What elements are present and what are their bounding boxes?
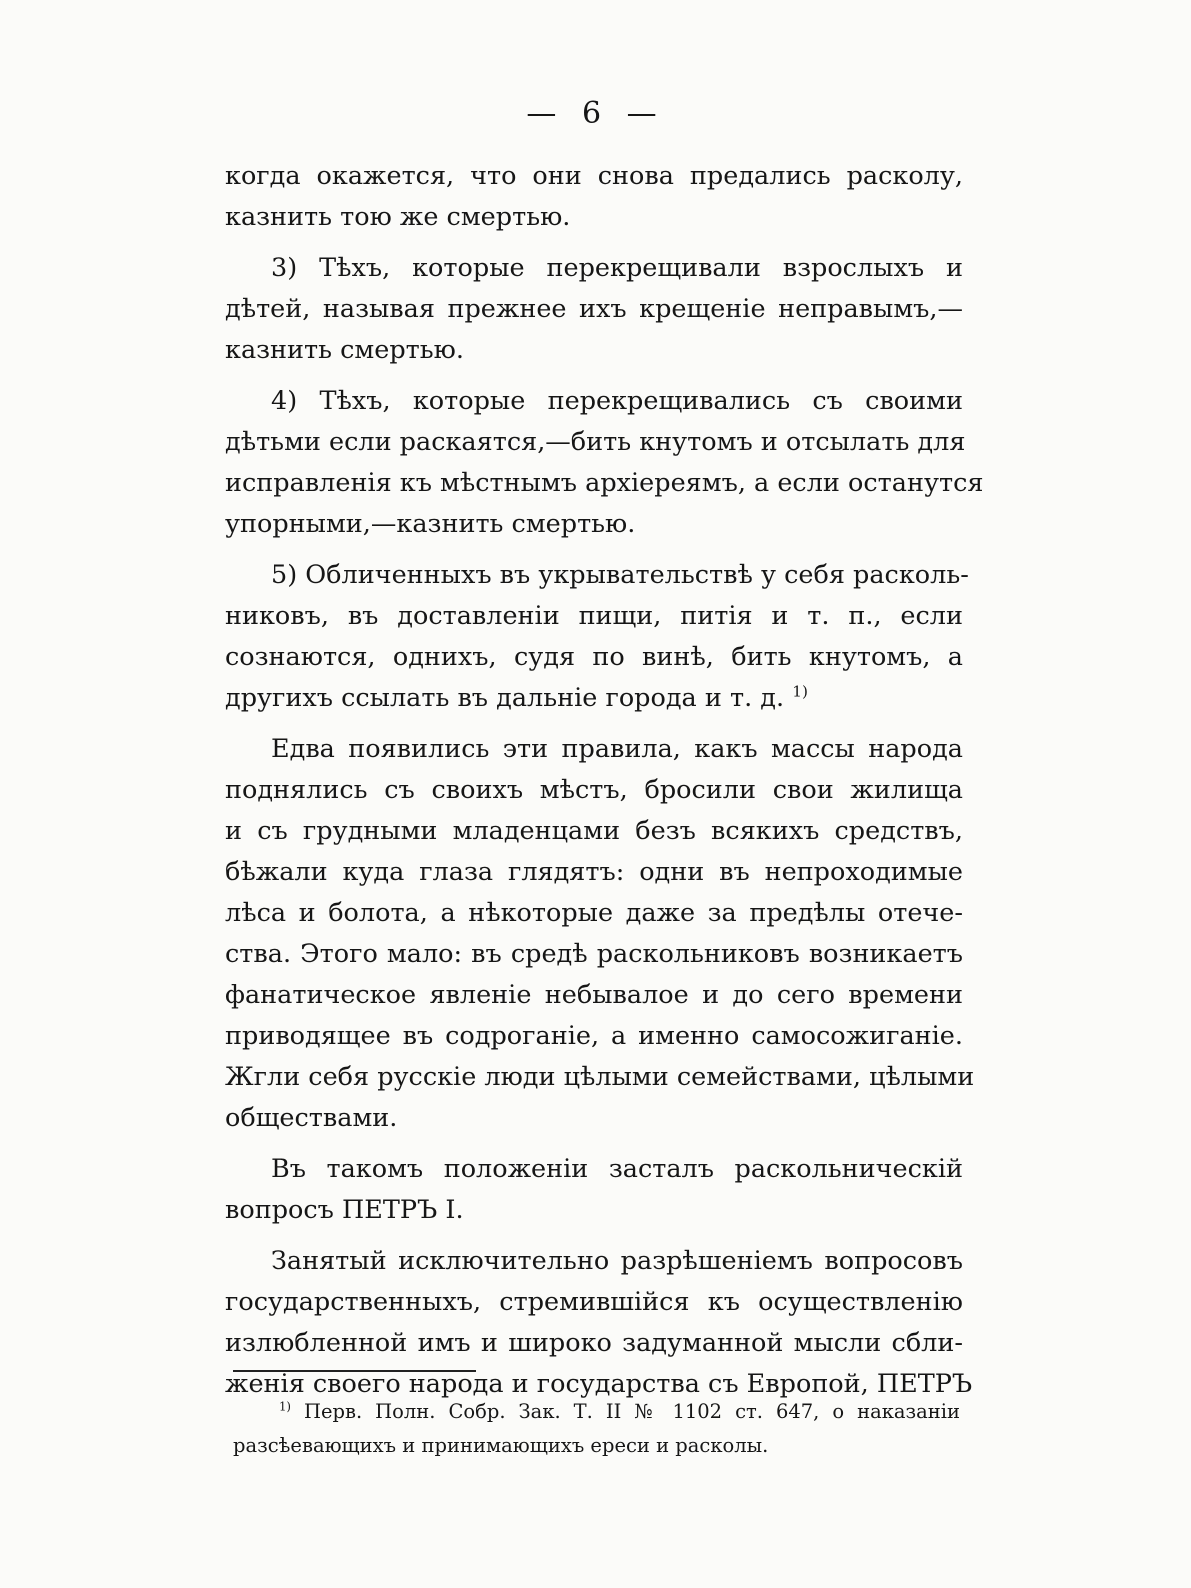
text-line: поднялись съ своихъ мѣстъ, бросили свои жилища <box>225 775 963 805</box>
text-line: Жгли себя русскіе люди цѣлыми семействами, цѣлыми <box>225 1062 975 1092</box>
text-line: упорными,—казнить смертью. <box>225 509 636 539</box>
footnote-reference: 1) <box>792 682 808 701</box>
text-line: дѣтьми если раскаятся,—бить кнутомъ и отсылать для <box>225 427 966 457</box>
text-line: когда окажется, что они снова предались расколу, <box>225 161 963 191</box>
page-number: — 6 — <box>526 96 665 131</box>
footnote <box>233 1395 960 1463</box>
text-line: лѣса и болота, а нѣкоторые даже за предѣлы отече- <box>225 898 963 928</box>
body-text <box>225 156 984 1405</box>
text-line: женія своего народа и государства съ Европой, ПЕТРЪ <box>225 1369 973 1399</box>
footnote-marker: 1) <box>279 1399 291 1414</box>
text-line: никовъ, въ доставленіи пищи, питія и т. п., если <box>225 601 963 631</box>
text-line: бѣжали куда глаза глядятъ: одни въ непроходимые <box>225 857 963 887</box>
text-line-content: другихъ ссылать въ дальніе города и т. д. <box>225 683 785 713</box>
text-line: и съ грудными младенцами безъ всякихъ средствъ, <box>225 816 963 846</box>
text-line: государственныхъ, стремившійся къ осуществленію <box>225 1287 963 1317</box>
footnote-line <box>233 1395 960 1429</box>
text-line <box>225 678 963 719</box>
text-line: Въ такомъ положеніи засталъ раскольническій <box>271 1154 963 1184</box>
footnote-text: Перв. Полн. Собр. Зак. Т. II № 1102 ст. 647, о наказаніи <box>303 1400 960 1423</box>
text-line: 3) Тѣхъ, которые перекрещивали взрослыхъ и <box>271 253 963 283</box>
text-line: дѣтей, называя прежнее ихъ крещеніе неправымъ,— <box>225 294 963 324</box>
text-line: 5) Обличенныхъ въ укрывательствѣ у себя расколь- <box>271 560 969 590</box>
text-line: Занятый исключительно разрѣшеніемъ вопросовъ <box>271 1246 963 1276</box>
text-line: фанатическое явленіе небывалое и до сего времени <box>225 980 963 1010</box>
text-line: вопросъ ПЕТРЪ I. <box>225 1195 464 1225</box>
text-line: ства. Этого мало: въ средѣ раскольниковъ возникаетъ <box>225 939 963 969</box>
text-line: исправленія къ мѣстнымъ архіереямъ, а если останутся <box>225 468 984 498</box>
footnote-line: разсѣевающихъ и принимающихъ ереси и расколы. <box>233 1434 769 1457</box>
text-line: Едва появились эти правила, какъ массы народа <box>271 734 963 764</box>
text-line: казнить тою же смертью. <box>225 202 571 232</box>
text-line: сознаются, однихъ, судя по винѣ, бить кнутомъ, а <box>225 642 963 672</box>
text-line: обществами. <box>225 1103 398 1133</box>
text-line: приводящее въ содроганіе, а именно самосожиганіе. <box>225 1021 963 1051</box>
text-line: казнить смертью. <box>225 335 464 365</box>
footnote-divider <box>233 1370 476 1372</box>
text-line: излюбленной имъ и широко задуманной мысли сбли- <box>225 1328 963 1358</box>
text-line: 4) Тѣхъ, которые перекрещивались съ своими <box>271 386 963 416</box>
